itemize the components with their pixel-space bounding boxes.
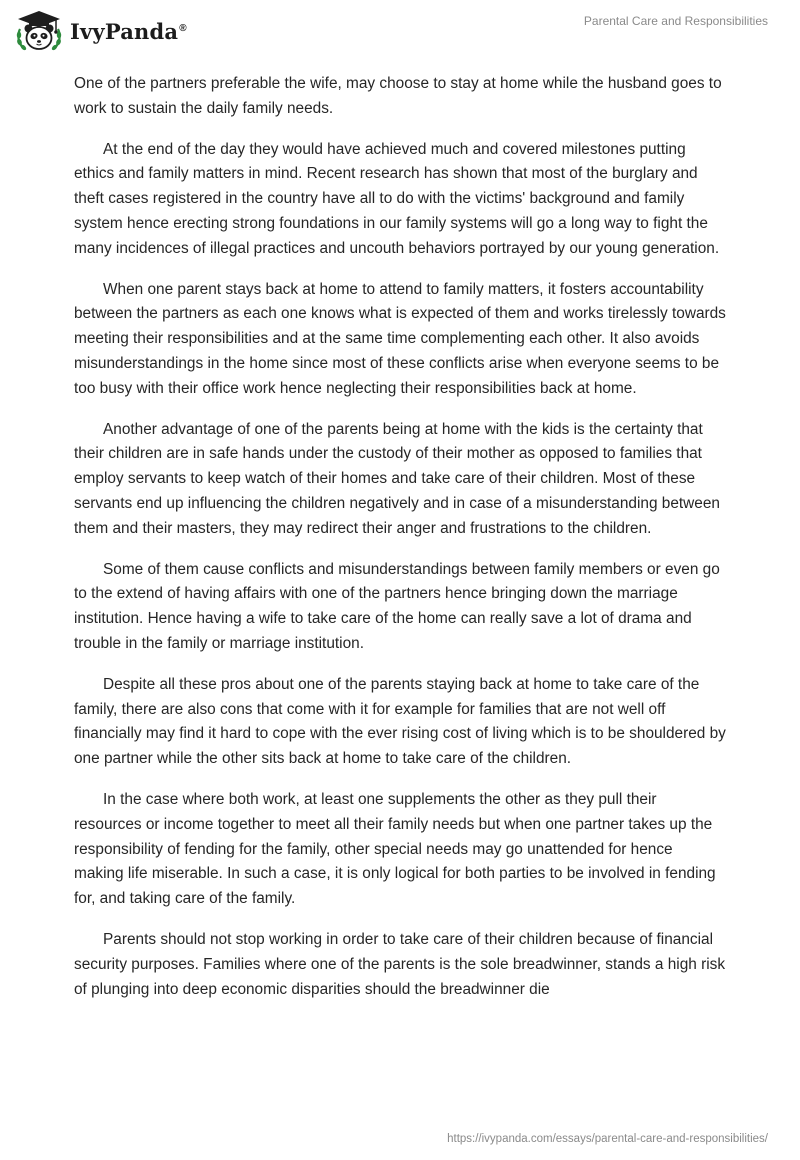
registered-mark: ®: [179, 22, 187, 34]
essay-body: [74, 72, 726, 1018]
paragraph: When one parent stays back at home to attend to family matters, it fosters accountability between the partners as each one knows what is expected of them and works tirelessly towards meeting their responsibilities and at the same time complementing each other. It also avoids misunderstandings in the home since most of these conflicts arise when everyone seems to be too busy with their office work hence neglecting their responsibilities back at home.: [74, 280, 726, 397]
paragraph: One of the partners preferable the wife, may choose to stay at home while the husband goes to work to sustain the daily family needs.: [74, 75, 722, 117]
brand-logo[interactable]: [14, 9, 187, 53]
paragraph: Parents should not stop working in order to take care of their children because of financial security purposes. Families where one of the parents is the sole breadwinner, stands a high risk of plunging into deep economic disparities should the breadwinner die: [74, 930, 726, 998]
brand-name: IvyPanda®: [70, 18, 187, 44]
paragraph: Some of them cause conflicts and misunderstandings between family members or even go to the extend of having affairs with one of the partners hence bringing down the marriage institution. Hence having a wife to take care of the home can really save a lot of drama and trouble in the family or marriage institution.: [74, 560, 720, 652]
paragraph: At the end of the day they would have achieved much and covered milestones putting ethics and family matters in mind. Recent research has shown that most of the burglary and theft cases registered in the country have all to do with the victims' background and family system hence erecting strong foundations in our family systems will go a long way to fight the many incidences of illegal practices and uncouth behaviors portrayed by our young generation.: [74, 140, 720, 257]
source-url[interactable]: https://ivypanda.com/essays/parental-care-and-responsibilities/: [447, 1133, 768, 1145]
document-title: Parental Care and Responsibilities: [583, 14, 768, 28]
paragraph: Another advantage of one of the parents being at home with the kids is the certainty that their children are in safe hands under the custody of their mother as opposed to families that employ servants to keep watch of their homes and take care of their children. Most of these servants end up influencing the children negatively and in case of a misunderstanding between them and their masters, they may redirect their anger and frustrations to the children.: [74, 420, 720, 537]
panda-graduation-cap-icon: [14, 9, 64, 53]
page-header: [0, 0, 800, 60]
paragraph: Despite all these pros about one of the parents staying back at home to take care of the family, there are also cons that come with it for example for families that are not well off financially may find it hard to cope with the ever rising cost of living which is to be shouldered by one partner while the other sits back at home to take care of the children.: [74, 675, 726, 768]
paragraph: In the case where both work, at least one supplements the other as they pull their resources or income together to meet all their family needs but when one partner takes up the responsibility of fending for the family, other special needs may go unattended for hence making life miserable. In such a case, it is only logical for both parties to be involved in fending for, and taking care of the family.: [74, 790, 716, 908]
